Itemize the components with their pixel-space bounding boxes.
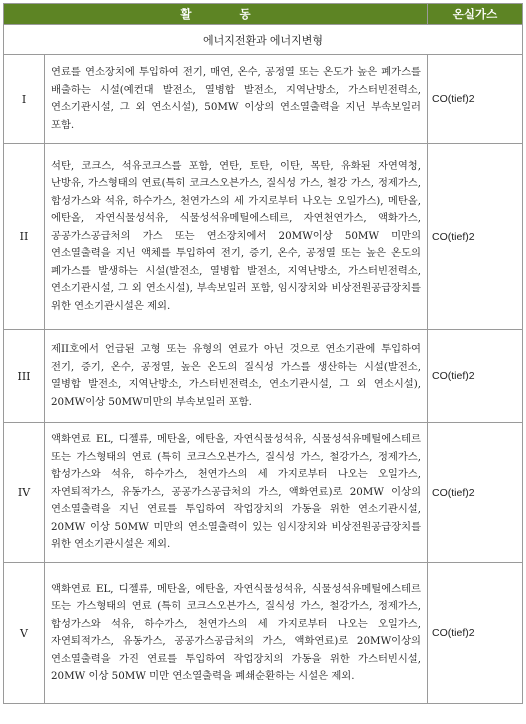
table-row xyxy=(4,330,523,423)
table-header-row xyxy=(4,4,523,25)
row-gas: CO(tief)2 xyxy=(428,55,523,144)
row-activity-text: 액화연료 EL, 디젤류, 메탄올, 에탄올, 자연식물성석유, 식물성석유메틸에스테르 또는 가스형태의 연료 (특히 코크스오븐가스, 질식성 가스, 철강가스, 정제가스, 합성가스와 석유, 하수가스, 천연가스의 세 가지로부터 나오는 오일가스, 자연퇴적가스, 유동가스, 공공가스공급처의 가스, 액화연료)로 20MW 이상의 연소열출력을 지닌 연료를 투입하여 작업장치의 가동을 위한 연소기관시설, 20MW 이상 50MW 미만의 연소열출력이 있는 임시장치와 비상전원공급장치를 위한 연소기관시설은 제외. xyxy=(45,423,428,563)
gas-column-header: 온실가스 xyxy=(428,4,523,25)
row-number: II xyxy=(4,144,45,330)
section-row xyxy=(4,25,523,55)
table-row xyxy=(4,144,523,330)
row-gas: CO(tief)2 xyxy=(428,423,523,563)
row-gas: CO(tief)2 xyxy=(428,330,523,423)
table-row xyxy=(4,55,523,144)
section-title: 에너지전환과 에너지변형 xyxy=(4,25,523,55)
emissions-activity-table xyxy=(3,3,523,704)
row-activity-text: 석탄, 코크스, 석유코크스를 포함, 연탄, 토탄, 이탄, 목탄, 유화된 자연역청, 난방유, 가스형태의 연료(특히 코크스오븐가스, 질식성 가스, 철강 가스, 정제가스, 합성가스와 석유, 하수가스, 천연가스의 세 가지로부터 나오는 오일가스), 메탄올, 에탄올, 자연식물성석유, 식물성석유메틸에스테르, 자연천연가스, 액화가스, 공공가스공급처의 가스 또는 연소장치에서 20MW이상 50MW 미만의 연소열출력을 지닌 액체를 투입하여 전기, 증기, 온수, 공정열 또는 높은 온도의 폐가스를 발생하는 시설(발전소, 열병합 발전소, 지역난방소, 가스터빈전력소, 연소기관시설, 그 외 연소시설), 부속보일러 포함, 임시장치와 비상전원공급장치를 위한 연소기관시설은 제외. xyxy=(45,144,428,330)
row-number: III xyxy=(4,330,45,423)
row-activity-text: 액화연료 EL, 디젤류, 메탄올, 에탄올, 자연식물성석유, 식물성석유메틸에스테르 또는 가스형태의 연료 (특히 코크스오븐가스, 질식성 가스, 철강가스, 정제가스, 합성가스와 석유, 하수가스, 천연가스의 세 가지로부터 나오는 오일가스, 자연퇴적가스, 유동가스, 공공가스공급처의 가스, 액화연료)로 20MW이상의 연소열출력을 가진 연료를 투입하여 작업장치의 가동을 위한 가스터빈시설, 20MW 이상 50MW 미만 연소열출력을 폐쇄순환하는 시설은 제외. xyxy=(45,563,428,704)
row-gas: CO(tief)2 xyxy=(428,563,523,704)
row-activity-text: 연료를 연소장치에 투입하여 전기, 매연, 온수, 공정열 또는 온도가 높은 폐가스를 배출하는 시설(예컨대 발전소, 열병합 발전소, 지역난방소, 가스터빈전력소, 연소기관시설, 그 외 연소시설), 50MW 이상의 연소열출력을 지닌 부속보일러 포함. xyxy=(45,55,428,144)
row-gas: CO(tief)2 xyxy=(428,144,523,330)
table-row xyxy=(4,563,523,704)
row-number: I xyxy=(4,55,45,144)
table-row xyxy=(4,423,523,563)
activity-column-header: 활 동 xyxy=(4,4,428,25)
row-number: IV xyxy=(4,423,45,563)
row-activity-text: 제II호에서 언급된 고형 또는 유형의 연료가 아닌 것으로 연소기관에 투입하여 전기, 증기, 온수, 공정열, 높은 온도의 질식성 가스를 생산하는 시설(발전소, 열병합 발전소, 지역난방소, 가스터빈전력소, 연소기관시설, 그 외 연소시설), 20MW이상 50MW미만의 부속보일러 포함. xyxy=(45,330,428,423)
row-number: V xyxy=(4,563,45,704)
